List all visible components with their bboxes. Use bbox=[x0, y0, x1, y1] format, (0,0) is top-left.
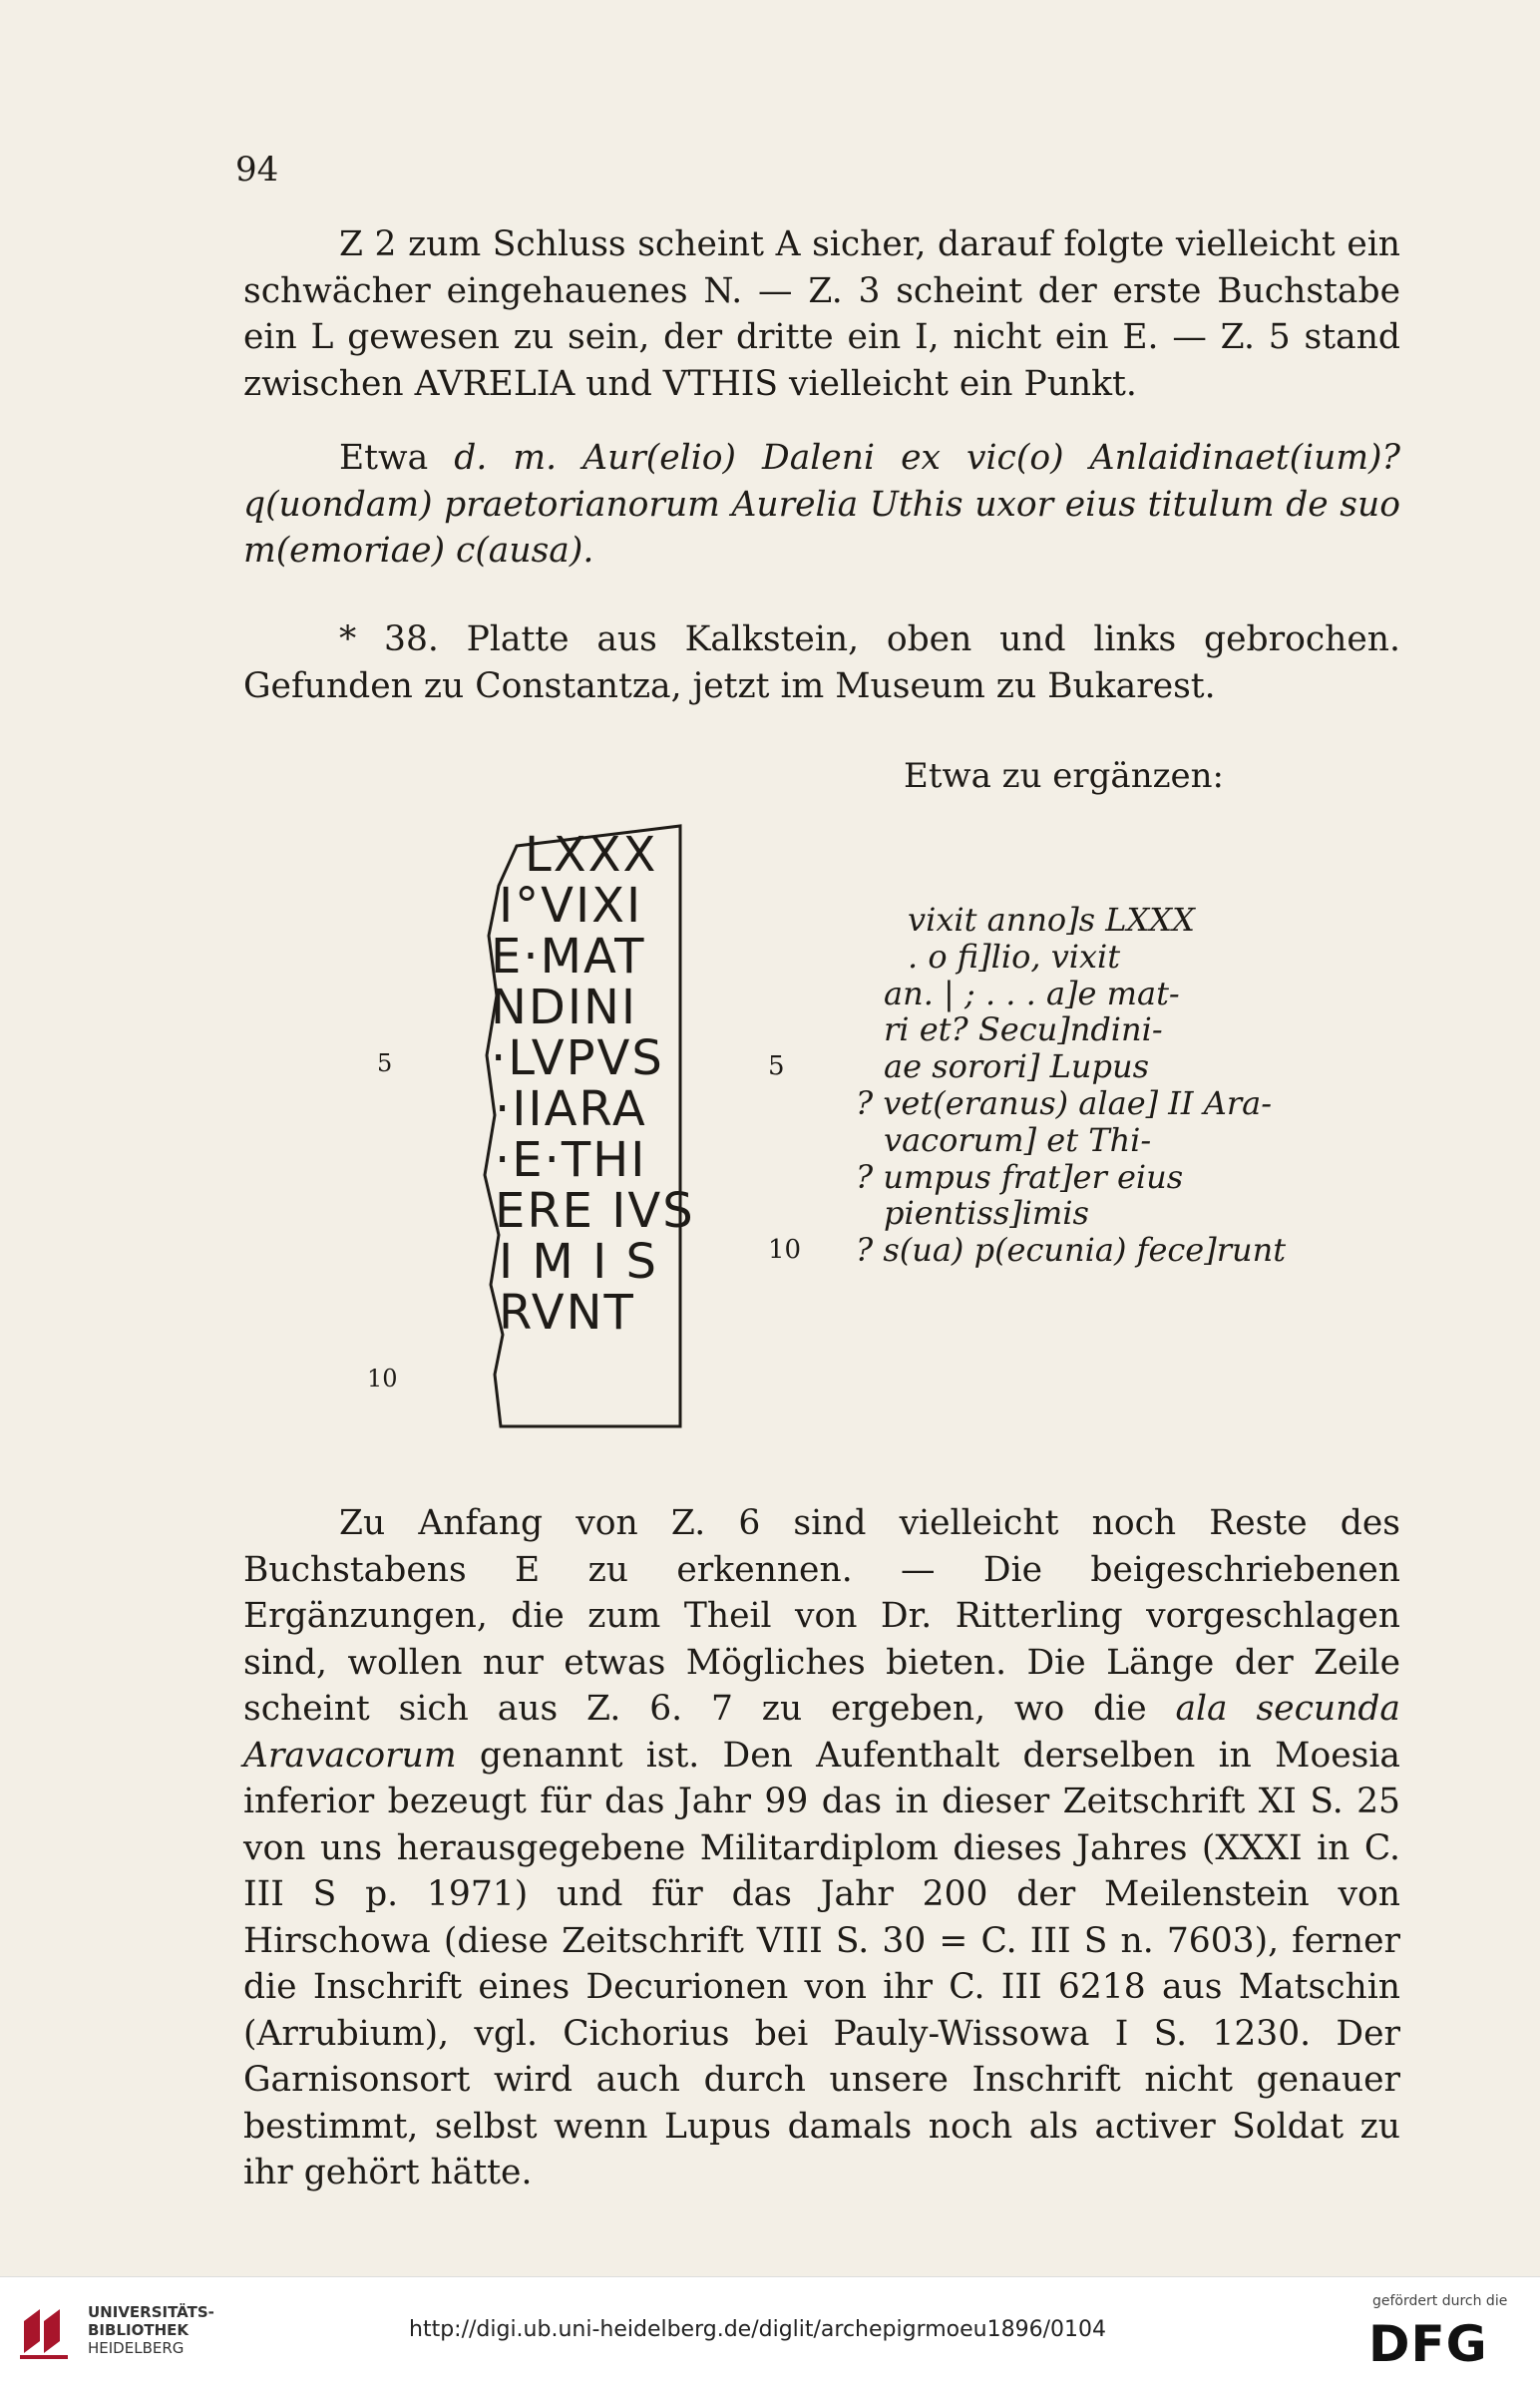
reconstruction-line: . o fi]lio, vixit bbox=[908, 937, 1121, 976]
permalink[interactable]: http://digi.ub.uni-heidelberg.de/diglit/archepigrmoeu1896/0104 bbox=[409, 2317, 1106, 2342]
reconstruction-line: ? vet(eranus) alae] II Ara- bbox=[856, 1083, 1273, 1122]
paragraph-text: Z 2 zum Schluss scheint A sicher, darauf folgte vielleicht ein schwächer eingehauenes N. — Z. 3 scheint der erste Buchstabe ein L gewesen zu sein, der dritte ein I, nicht ein E. — Z. 5 stand zwischen AVRELIA und VTHIS vielleicht ein Punkt. bbox=[243, 224, 1400, 404]
paragraph-text bbox=[243, 1500, 1400, 2196]
paragraph-commentary bbox=[243, 221, 1400, 407]
reconstruction-heading: Etwa zu ergänzen: bbox=[904, 756, 1224, 796]
inscription-line-number: 5 bbox=[377, 1049, 393, 1077]
library-name: UNIVERSITÄTS- BIBLIOTHEK HEIDELBERG bbox=[88, 2303, 214, 2357]
plain-text: genannt ist. Den Aufenthalt derselben in Moesia inferior bezeugt für das Jahr 99 das in dieser Zeitschrift XI S. 25 von uns herausgegebene Militardiplom dieses Jahres (XXXI in C. III S p. 1971) und für das Jahr 200 der Meilenstein von Hirschowa (diese Zeitschrift VIII S. 30 = C. III S n. 7603), ferner die Inschrift eines Decurionen von ihr C. III 6218 aus Matschin (Arrubium), vgl. Cichorius bei Pauly-Wissowa I S. 1230. Der Garnisonsort wird auch durch unsere Inschrift nicht genauer bestimmt, selbst wenn Lupus damals noch als activer Soldat zu ihr gehört hätte. bbox=[243, 1735, 1400, 2192]
inscription-line-number: 10 bbox=[367, 1365, 398, 1392]
italic-text: d. m. Aur(elio) Daleni ex vic(o) Anlaidinaet(ium)? q(uondam) praetorianorum Aurelia Uthis uxor eius titulum de suo m(emoriae) c(ausa). bbox=[243, 438, 1400, 571]
reconstruction-line: 5 ae sorori] Lupus bbox=[768, 1047, 1149, 1086]
inscription-line: ·LVPVS bbox=[491, 1030, 664, 1086]
inscription-line: ·IIARA bbox=[495, 1081, 647, 1137]
inscription-line: ERE IVS bbox=[495, 1183, 695, 1239]
inscription-line: I M I S bbox=[499, 1234, 658, 1290]
inscription-line: RVNT bbox=[499, 1285, 635, 1341]
reconstruction-list bbox=[768, 901, 1287, 1270]
plain-text: Zu Anfang von Z. 6 sind vielleicht noch Reste des Buchstabens E zu erkennen. — Die beigeschriebenen Ergänzungen, die zum Theil von Dr. Ritterling vorgeschlagen sind, wollen nur etwas Mögliches bieten. Die Länge der Zeile scheint sich aus Z. 6. 7 zu ergeben, wo die bbox=[243, 1503, 1400, 1729]
reconstruction-line: vixit anno]s LXXX bbox=[908, 901, 1195, 939]
paragraph-entry-38 bbox=[243, 616, 1400, 709]
inscription-line: NDINI bbox=[491, 980, 638, 1035]
paragraph-text bbox=[243, 435, 1400, 575]
inscription-line: LXXX bbox=[525, 827, 658, 883]
paragraph-transcription bbox=[243, 435, 1400, 575]
paragraph-text: * 38. Platte aus Kalkstein, oben und links gebrochen. Gefunden zu Constantza, jetzt im Museum zu Bukarest. bbox=[243, 619, 1400, 706]
inscription-line: E·MAT bbox=[491, 929, 646, 985]
italic-text: ala secunda Aravacorum bbox=[243, 1689, 1400, 1776]
inscription-drawing bbox=[455, 816, 694, 1434]
dfg-logo: DFG bbox=[1368, 2315, 1488, 2373]
reconstruction-line: an. | ; . . . a]e mat- bbox=[884, 974, 1180, 1012]
reconstruction-line: pientiss]imis bbox=[884, 1194, 1089, 1233]
reconstruction-line: ? umpus frat]er eius bbox=[856, 1157, 1184, 1196]
digitization-footer bbox=[0, 2276, 1540, 2385]
page-number: 94 bbox=[235, 150, 279, 190]
library-logo-icon bbox=[16, 2301, 72, 2361]
inscription-line: ·E·THI bbox=[495, 1132, 647, 1188]
lead-text: Etwa bbox=[339, 438, 455, 478]
reconstruction-line: ri et? Secu]ndini- bbox=[884, 1010, 1163, 1049]
inscription-line: I°VIXI bbox=[499, 878, 643, 934]
funder-caption: gefördert durch die bbox=[1372, 2293, 1508, 2309]
reconstruction-line: 10 ? s(ua) p(ecunia) fece]runt bbox=[768, 1231, 1287, 1270]
paragraph-discussion bbox=[243, 1500, 1400, 2196]
reconstruction-line: vacorum] et Thi- bbox=[884, 1120, 1152, 1159]
